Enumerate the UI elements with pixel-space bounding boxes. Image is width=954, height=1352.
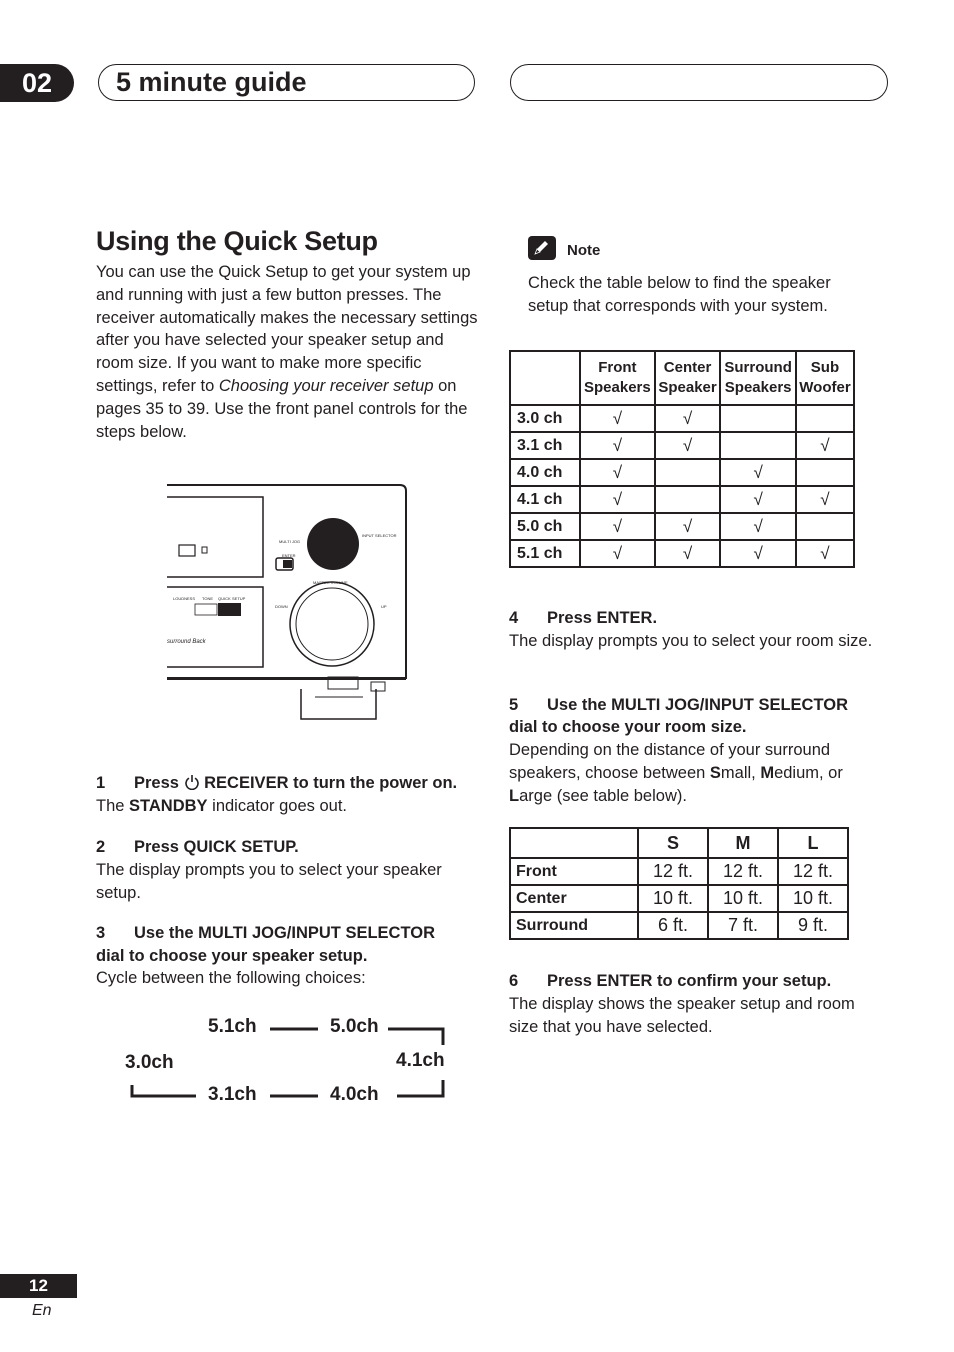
distance-cell: 10 ft. bbox=[638, 885, 708, 912]
intro-reference: Choosing your receiver setup bbox=[218, 376, 434, 395]
step-5-heading-line2: dial to choose your room size. bbox=[509, 718, 747, 736]
step-6-body: The display shows the speaker setup and room size that you have selected. bbox=[509, 995, 855, 1036]
step-2-heading: 2 Press QUICK SETUP. bbox=[96, 838, 299, 856]
step-4-body: The display prompts you to select your room size. bbox=[509, 632, 873, 650]
speaker-table-header: Center Speaker bbox=[655, 351, 721, 405]
down-label: DOWN bbox=[275, 604, 288, 609]
table-row bbox=[510, 885, 848, 912]
check-cell bbox=[796, 405, 854, 432]
speaker-table-header: Surround Speakers bbox=[720, 351, 796, 405]
loudness-label: LOUDNESS bbox=[173, 596, 196, 601]
check-cell: √ bbox=[720, 459, 796, 486]
cycle-4-0ch: 4.0ch bbox=[330, 1084, 379, 1105]
room-size-table bbox=[509, 827, 849, 940]
row-label: Center bbox=[510, 885, 638, 912]
check-cell: √ bbox=[655, 540, 721, 567]
table-corner-cell bbox=[510, 351, 580, 405]
speaker-table-header: Sub Woofer bbox=[796, 351, 854, 405]
note-pencil-icon bbox=[528, 236, 556, 260]
multi-jog-label: MULTI JOG bbox=[279, 539, 301, 544]
row-label: 3.1 ch bbox=[510, 432, 580, 459]
check-cell: √ bbox=[655, 513, 721, 540]
chapter-title: 5 minute guide bbox=[116, 67, 307, 97]
check-cell: √ bbox=[580, 540, 655, 567]
table-row bbox=[510, 912, 848, 939]
power-icon bbox=[184, 774, 200, 790]
room-size-header: L bbox=[778, 828, 848, 858]
check-cell: √ bbox=[655, 432, 721, 459]
distance-cell: 12 ft. bbox=[708, 858, 778, 885]
check-cell: √ bbox=[720, 486, 796, 513]
tone-label: TONE bbox=[202, 596, 214, 601]
check-cell bbox=[720, 432, 796, 459]
check-cell: √ bbox=[796, 486, 854, 513]
cycle-5-0ch: 5.0ch bbox=[330, 1016, 379, 1037]
distance-cell: 6 ft. bbox=[638, 912, 708, 939]
input-selector-label: INPUT SELECTOR bbox=[362, 533, 397, 538]
row-label: 5.0 ch bbox=[510, 513, 580, 540]
check-cell: √ bbox=[580, 486, 655, 513]
table-corner-cell bbox=[510, 828, 638, 858]
row-label: 4.1 ch bbox=[510, 486, 580, 513]
page-number: 12 bbox=[0, 1274, 77, 1298]
check-cell bbox=[796, 513, 854, 540]
check-cell: √ bbox=[796, 432, 854, 459]
step-3-heading: 3 Use the MULTI JOG/INPUT SELECTOR bbox=[96, 924, 436, 942]
distance-cell: 9 ft. bbox=[778, 912, 848, 939]
row-label: 4.0 ch bbox=[510, 459, 580, 486]
table-row bbox=[510, 540, 854, 567]
distance-cell: 10 ft. bbox=[708, 885, 778, 912]
step-6-heading: 6 Press ENTER to confirm your setup. bbox=[509, 972, 832, 990]
master-volume-label: MASTER VOLUME bbox=[313, 580, 348, 585]
room-size-header: S bbox=[638, 828, 708, 858]
check-cell bbox=[720, 405, 796, 432]
setup-label: SETUP bbox=[232, 596, 246, 601]
check-cell bbox=[796, 459, 854, 486]
row-label: 5.1 ch bbox=[510, 540, 580, 567]
surround-back-label: surround Back bbox=[167, 639, 206, 645]
header-empty-frame bbox=[510, 64, 888, 101]
check-cell: √ bbox=[580, 405, 655, 432]
distance-cell: 7 ft. bbox=[708, 912, 778, 939]
row-label: 3.0 ch bbox=[510, 405, 580, 432]
table-row bbox=[510, 858, 848, 885]
language-code: En bbox=[32, 1302, 52, 1319]
step-3-body: Cycle between the following choices: bbox=[96, 969, 366, 987]
table-row bbox=[510, 513, 854, 540]
distance-cell: 12 ft. bbox=[638, 858, 708, 885]
check-cell bbox=[655, 486, 721, 513]
check-cell: √ bbox=[796, 540, 854, 567]
chapter-number: 02 bbox=[0, 64, 74, 102]
step-1-body: The STANDBY indicator goes out. bbox=[96, 797, 347, 815]
table-row bbox=[510, 405, 854, 432]
check-cell: √ bbox=[580, 513, 655, 540]
cycle-4-1ch: 4.1ch bbox=[396, 1050, 445, 1071]
speaker-setup-table bbox=[509, 350, 855, 568]
table-row bbox=[510, 432, 854, 459]
check-cell: √ bbox=[720, 540, 796, 567]
row-label: Surround bbox=[510, 912, 638, 939]
quick-label: QUICK bbox=[218, 596, 231, 601]
step-2-body: The display prompts you to select your speaker setup. bbox=[96, 861, 442, 902]
check-cell: √ bbox=[655, 405, 721, 432]
step-3-heading-line2: dial to choose your speaker setup. bbox=[96, 947, 368, 965]
cycle-5-1ch: 5.1ch bbox=[208, 1016, 257, 1037]
speaker-table-header: Front Speakers bbox=[580, 351, 655, 405]
note-label: Note bbox=[567, 242, 601, 259]
intro-paragraph: You can use the Quick Setup to get your system up and running with just a few button presses. The receiver automatically makes the necessary settings after you have selected your speaker setup and room size. If you want to make more specific settings, refer to Choosing your receiver setup on pages 35 to 39. Use the front panel controls for the steps below. bbox=[96, 263, 478, 441]
room-size-header: M bbox=[708, 828, 778, 858]
check-cell: √ bbox=[580, 432, 655, 459]
check-cell: √ bbox=[580, 459, 655, 486]
table-row bbox=[510, 459, 854, 486]
table-row bbox=[510, 486, 854, 513]
section-title: Using the Quick Setup bbox=[96, 226, 378, 256]
up-label: UP bbox=[381, 604, 387, 609]
receiver-front-panel-illustration bbox=[165, 482, 410, 727]
check-cell bbox=[655, 459, 721, 486]
cycle-3-0ch: 3.0ch bbox=[125, 1052, 174, 1073]
cycle-3-1ch: 3.1ch bbox=[208, 1084, 257, 1105]
enter-label: ENTER bbox=[282, 553, 296, 558]
step-5-body: Depending on the distance of your surround speakers, choose between Small, Medium, or Large (see table below). bbox=[509, 741, 843, 805]
row-label: Front bbox=[510, 858, 638, 885]
note-text: Check the table below to find the speaker setup that corresponds with your system. bbox=[528, 274, 831, 315]
step-1-heading: 1 Press RECEIVER to turn the power on. bbox=[96, 774, 458, 792]
distance-cell: 12 ft. bbox=[778, 858, 848, 885]
distance-cell: 10 ft. bbox=[778, 885, 848, 912]
check-cell: √ bbox=[720, 513, 796, 540]
step-4-heading: 4 Press ENTER. bbox=[509, 609, 658, 627]
step-5-heading: 5 Use the MULTI JOG/INPUT SELECTOR bbox=[509, 696, 849, 714]
